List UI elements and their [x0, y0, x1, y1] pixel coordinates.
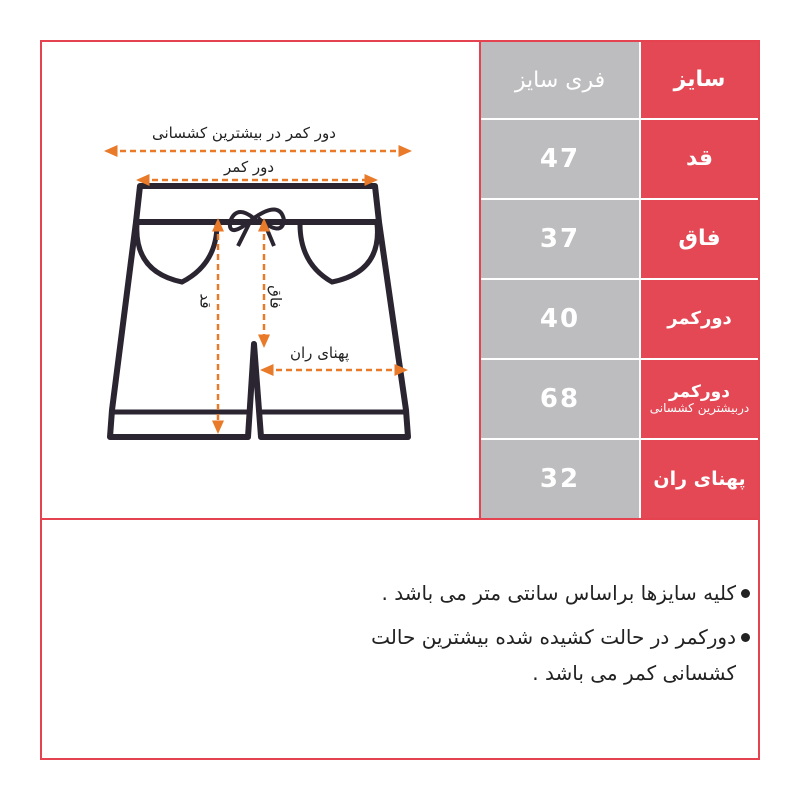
- row-rise-value: 37: [481, 200, 639, 278]
- note-text: دورکمر در حالت کشیده شده بیشترین حالت کشسانی کمر می باشد .: [371, 625, 736, 685]
- row-waist-value: 40: [481, 280, 639, 358]
- bullet-icon: [741, 633, 750, 642]
- label-thigh: پهنای ران: [290, 344, 350, 362]
- row-waist-label: [641, 280, 758, 358]
- row-label-text: پهنای ران: [653, 467, 746, 490]
- bullet-icon: [741, 589, 750, 598]
- label-rise: فاق: [266, 285, 285, 309]
- row-label-text: قد: [685, 145, 714, 171]
- header-label-text: سایز: [673, 66, 726, 92]
- note-text: کلیه سایزها براساس سانتی متر می باشد .: [381, 581, 736, 605]
- row-label-text: دورکمر: [669, 382, 730, 403]
- note-item: [320, 619, 750, 691]
- shorts-diagram: [42, 42, 478, 518]
- row-length-value: 47: [481, 120, 639, 198]
- row-length-label: [641, 120, 758, 198]
- size-table: [481, 42, 758, 518]
- note-item: [320, 575, 750, 611]
- label-length: قد: [196, 293, 215, 309]
- header-size-value: فری سایز: [481, 42, 639, 118]
- row-thigh-value: 32: [481, 440, 639, 518]
- row-waist-max-value: 68: [481, 360, 639, 438]
- row-sublabel-text: دربیشترین کشسانی: [649, 400, 750, 415]
- header-size-label: [641, 42, 758, 118]
- row-rise-label: [641, 200, 758, 278]
- shorts-illustration: [42, 42, 478, 518]
- notes-section: [320, 575, 750, 699]
- row-thigh-label: [641, 440, 758, 518]
- row-label-text: دورکمر: [667, 308, 732, 330]
- row-label-text: فاق: [678, 225, 721, 251]
- divider-horizontal: [40, 518, 760, 520]
- label-waist: دور کمر: [224, 158, 275, 176]
- label-waist-max: دور کمر در بیشترین کشسانی: [152, 124, 336, 142]
- row-waist-max-label: [641, 360, 758, 438]
